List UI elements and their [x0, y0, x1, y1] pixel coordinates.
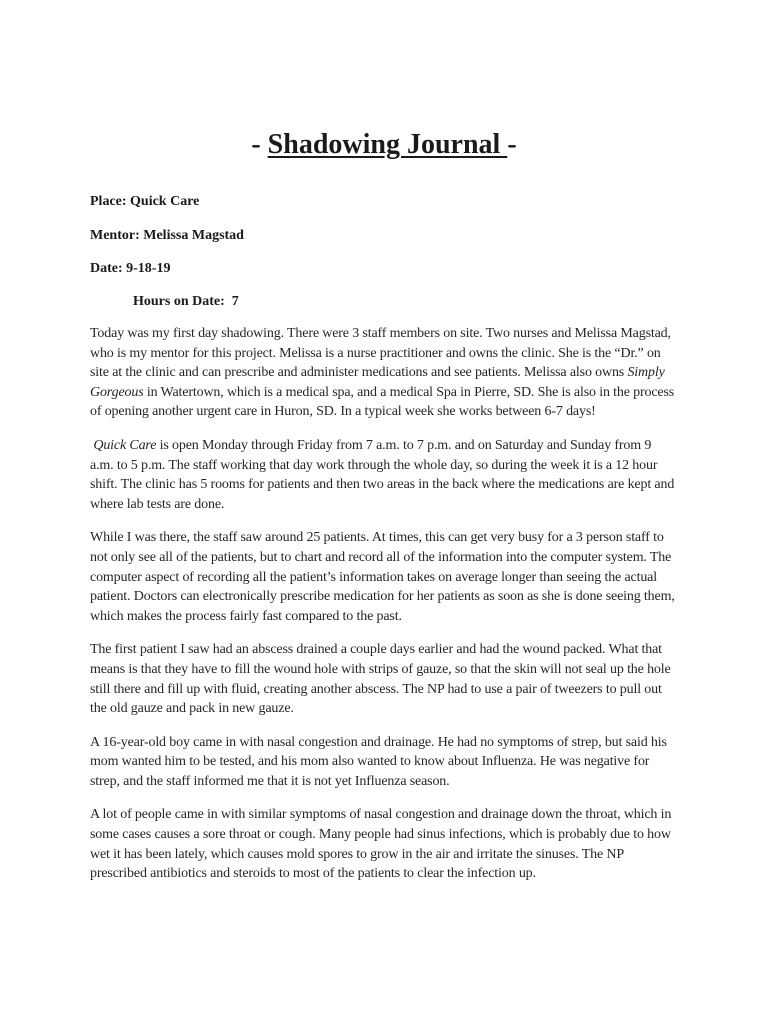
paragraph-1-text-b: in Watertown, which is a medical spa, and a medical Spa in Pierre, SD. She is also in the process of opening another urgent care in Huron, SD. In a typical week she works between 6-7 days!: [90, 384, 675, 420]
title-main: Shadowing Journal: [267, 129, 508, 160]
paragraph-1-text-a: Today was my first day shadowing. There were 3 staff members on site. Two nurses and Melissa Magstad, who is my mentor for this project. Melissa is a nurse practitioner and owns the clinic. She is the “Dr.” on site at the clinic and can prescribe and administer medications and see patients. Melissa also owns: [90, 326, 671, 381]
journal-body: [90, 324, 678, 898]
place-field: Place: Quick Care: [90, 194, 200, 209]
title-prefix: -: [251, 129, 268, 160]
paragraph-4: The first patient I saw had an abscess drained a couple days earlier and had the wound packed. What that means is that they have to fill the wound hole with strips of gauze, so that the skin will not seal up the hole still there and fill up with fluid, creating another abscess. The NP had to use a pair of tweezers to pull out the old gauze and pack in new gauze.: [90, 642, 671, 717]
paragraph-2-text: is open Monday through Friday from 7 a.m. to 7 p.m. and on Saturday and Sunday from 9 a.m. to 5 p.m. The staff working that day work through the whole day, so during the week it is a 12 hour shift. The clinic has 5 rooms for patients and then two areas in the back where the medications are kept and where lab tests are done.: [90, 437, 675, 512]
title-suffix: -: [507, 129, 517, 160]
page-title: [0, 127, 768, 163]
date-field: Date: 9-18-19: [90, 261, 171, 276]
paragraph-1-italic: Simply Gorgeous: [90, 365, 665, 400]
paragraph-2: [90, 436, 678, 514]
paragraph-2-italic: Quick Care: [93, 437, 157, 453]
paragraph-6: A lot of people came in with similar symptoms of nasal congestion and drainage down the throat, which in some cases causes a sore throat or cough. Many people had sinus infections, which is probably due to how wet it has been lately, which causes mold spores to grow in the air and irritate the sinuses. The NP prescribed antibiotics and steroids to most of the patients to clear the infection up.: [90, 807, 672, 882]
paragraph-3: While I was there, the staff saw around 25 patients. At times, this can get very busy for a 3 person staff to not only see all of the patients, but to chart and record all of the information into the computer system. The computer aspect of recording all the patient’s information takes on average longer than seeing the actual patient. Doctors can electronically prescribe medication for her patients as soon as she is done seeing them, which makes the process fairly fast compared to the past.: [90, 530, 675, 624]
mentor-field: Mentor: Melissa Magstad: [90, 228, 244, 243]
hours-field: Hours on Date: 7: [133, 294, 239, 309]
paragraph-1: [90, 324, 678, 422]
paragraph-5: A 16-year-old boy came in with nasal congestion and drainage. He had no symptoms of strep, but said his mom wanted him to be tested, and his mom also wanted to know about Influenza. He was negative for strep, and the staff informed me that it is not yet Influenza season.: [90, 734, 667, 789]
